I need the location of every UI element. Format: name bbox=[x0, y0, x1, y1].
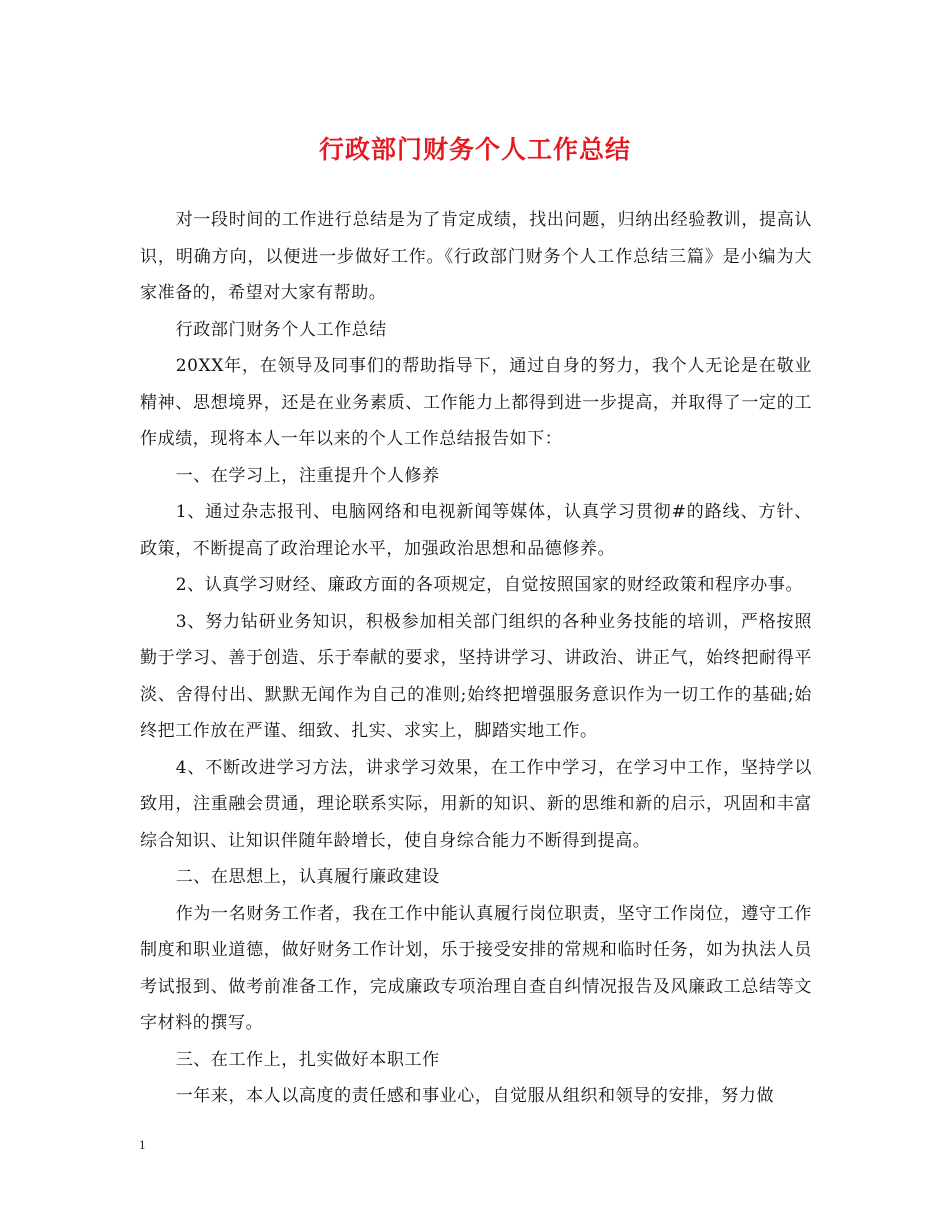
paragraph-work: 一年来，本人以高度的责任感和事业心，自觉服从组织和领导的安排，努力做 bbox=[175, 1086, 775, 1106]
paragraph-item-2: 2、认真学习财经、廉政方面的各项规定，自觉按照国家的财经政策和程序办事。 bbox=[175, 575, 804, 595]
paragraph-thought: 作为一名财务工作者，我在工作中能认真履行岗位职责，坚守工作岗位，遵守工作制度和职业道德，做好财务工作计划，乐于接受安排的常规和临时任务，如为执法人员考试报到、做考前准备工作，完成廉政专项治理自查自纠情况报告及风廉政工总结等文字材料的撰写。 bbox=[140, 903, 812, 1033]
section-heading-thought: 二、在思想上，认真履行廉政建设 bbox=[175, 867, 440, 887]
section-heading-study: 一、在学习上，注重提升个人修养 bbox=[175, 465, 440, 486]
document-body bbox=[140, 202, 812, 1115]
page-number: 1 bbox=[139, 1137, 146, 1152]
paragraph-item-4: 4、不断改进学习方法，讲求学习效果，在工作中学习，在学习中工作，坚持学以致用，注重融会贯通，理论联系实际，用新的知识、新的思维和新的启示，巩固和丰富综合知识、让知识伴随年龄增长，使自身综合能力不断得到提高。 bbox=[140, 757, 812, 851]
paragraph-intro: 对一段时间的工作进行总结是为了肯定成绩，找出问题，归纳出经验教训，提高认识，明确方向，以便进一步做好工作。《行政部门财务个人工作总结三篇》是小编为大家准备的，希望对大家有帮助。 bbox=[140, 210, 812, 303]
document-title: 行政部门财务个人工作总结 bbox=[318, 135, 631, 164]
paragraph-summary: 20XX年，在领导及同事们的帮助指导下，通过自身的努力，我个人无论是在敬业精神、思想境界，还是在业务素质、工作能力上都得到进一步提高，并取得了一定的工作成绩，现将本人一年以来的个人工作总结报告如下： bbox=[140, 356, 812, 449]
section-heading-work: 三、在工作上，扎实做好本职工作 bbox=[175, 1049, 440, 1070]
paragraph-subtitle: 行政部门财务个人工作总结 bbox=[175, 319, 387, 340]
paragraph-item-3: 3、努力钻研业务知识，积极参加相关部门组织的各种业务技能的培训，严格按照勤于学习、善于创造、乐于奉献的要求，坚持讲学习、讲政治、讲正气，始终把耐得平淡、舍得付出、默默无闻作为自己的准则;始终把增强服务意识作为一切工作的基础;始终把工作放在严谨、细致、扎实、求实上，脚踏实地工作。 bbox=[140, 611, 812, 741]
paragraph-item-1: 1、通过杂志报刊、电脑网络和电视新闻等媒体，认真学习贯彻#的路线、方针、政策，不断提高了政治理论水平，加强政治思想和品德修养。 bbox=[140, 502, 812, 559]
